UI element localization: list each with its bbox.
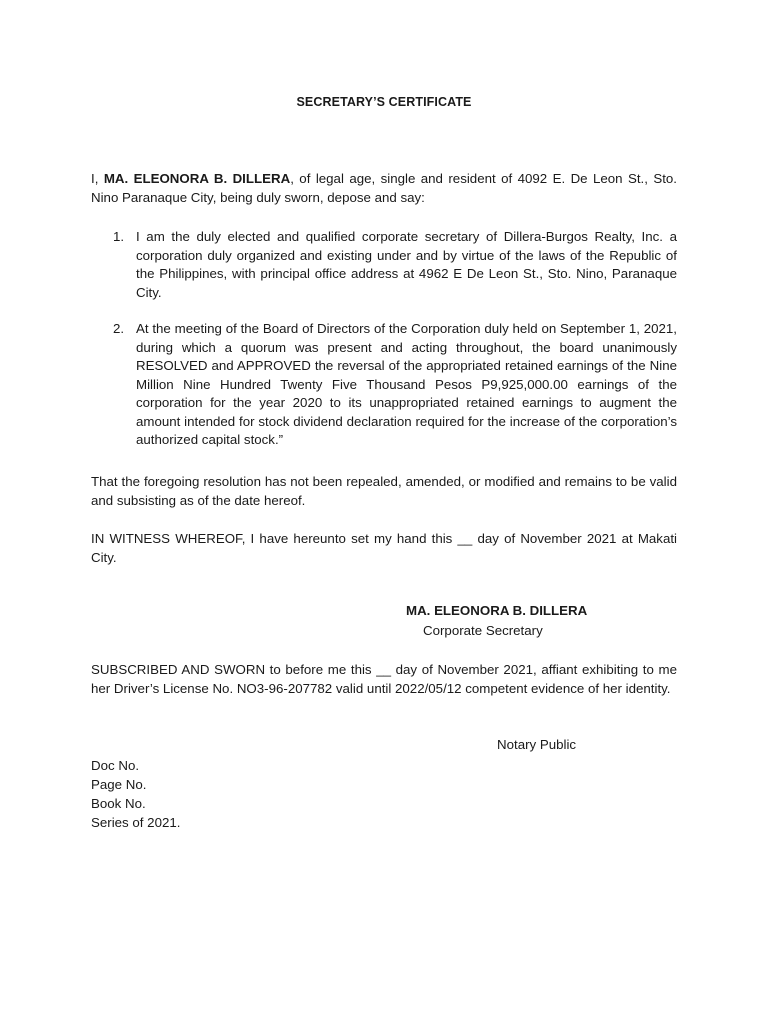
notary-label: Notary Public: [497, 737, 577, 752]
jurat-paragraph: SUBSCRIBED AND SWORN to before me this __ day of November 2021, affiant exhibiting to me her Driver’s License No. NO3-96-207782 valid until 2022/05/12 competent evidence of her identity.: [91, 662, 677, 696]
intro-rest: , of legal age, single and resident of 4092 E. De Leon St., Sto. Nino Paranaque City, being duly sworn, depose and say:: [91, 171, 677, 205]
resolution-paragraph: That the foregoing resolution has not been repealed, amended, or modified and remains to be valid and subsisting as of the date hereof.: [91, 474, 677, 508]
book-no-field: Book No.: [91, 796, 146, 811]
list-item-text: At the meeting of the Board of Directors of the Corporation duly held on September 1, 2021, during which a quorum was present and acting throughout, the board unanimously RESOLVED and APPROVED the reversal of the appropriated retained earnings of the Nine Million Nine Hundred Twenty Five Thousand Pesos P9,925,000.00 earnings of the corporation for the year 2020 to its unappropriated retained earnings to augment the amount intended for stock dividend declaration required for the increase of the corporation’s authorized capital stock.”: [136, 321, 677, 447]
signatory-name: MA. ELEONORA B. DILLERA: [406, 603, 588, 618]
doc-no-field: Doc No.: [91, 758, 140, 773]
page-no-field: Page No.: [91, 777, 147, 792]
list-item-number: 1.: [113, 229, 125, 244]
witness-paragraph: IN WITNESS WHEREOF, I have hereunto set my hand this __ day of November 2021 at Makati City.: [91, 531, 677, 565]
signatory-title: Corporate Secretary: [423, 623, 543, 638]
document-title: SECRETARY’S CERTIFICATE: [296, 95, 472, 109]
affiant-name: MA. ELEONORA B. DILLERA: [103, 171, 291, 186]
intro-prefix: I,: [91, 171, 104, 186]
list-item-text: I am the duly elected and qualified corporate secretary of Dillera-Burgos Realty, Inc. a corporation duly organized and existing under and by virtue of the laws of the Republic of the Philippines, with principal office address at 4962 E De Leon St., Sto. Nino, Paranaque City.: [136, 229, 677, 300]
intro-paragraph: [91, 170, 677, 207]
series-field: Series of 2021.: [91, 815, 181, 830]
notarial-register-fields: [91, 756, 180, 832]
list-item-number: 2.: [113, 321, 125, 336]
